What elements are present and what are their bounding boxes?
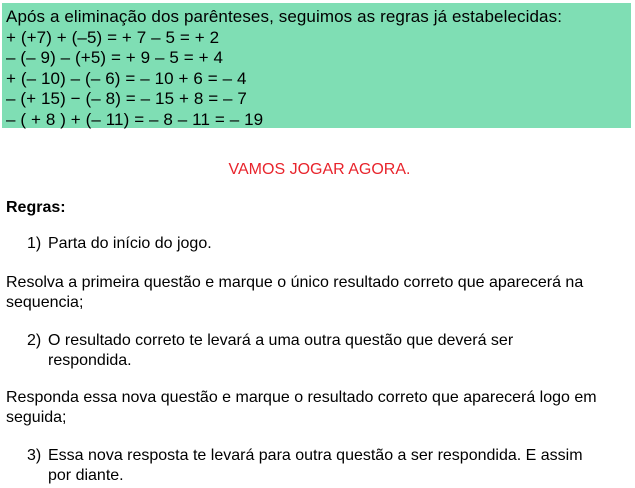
example-line: – (– 9) – (+5) = + 9 – 5 = + 4: [6, 48, 224, 67]
rule-item-1: [27, 234, 607, 254]
example-line: + (– 10) – (– 6) = – 10 + 6 = – 4: [6, 68, 247, 88]
example-line: – ( + 8 ) + (– 11) = – 8 – 11 = – 19: [6, 109, 264, 129]
examples-box: [2, 3, 631, 128]
rule-text: Parta do início do jogo.: [48, 235, 212, 252]
rule-text: Essa nova resposta te levará para outra questão a ser respondida. E assim por diante.: [48, 447, 583, 484]
rule-item-3: [27, 446, 607, 486]
rule-text: O resultado correto te levará a uma outra questão que deverá ser respondida.: [48, 332, 514, 369]
rule-paragraph-2: Responda essa nova questão e marque o resultado correto que aparecerá logo em seguida;: [6, 389, 597, 426]
rule-paragraph-1: Resolva a primeira questão e marque o único resultado correto que aparecerá na sequencia;: [6, 274, 584, 311]
rule-number: 3): [27, 447, 42, 464]
rule-item-2: [27, 331, 607, 371]
rule-number: 2): [27, 332, 42, 349]
game-title: VAMOS JOGAR AGORA.: [228, 161, 411, 178]
rules-heading: Regras:: [6, 199, 66, 216]
example-line: – (+ 15) − (– 8) = – 15 + 8 = – 7: [6, 89, 247, 108]
rule-number: 1): [27, 235, 42, 252]
examples-intro: Após a eliminação dos parênteses, seguimos as regras já estabelecidas:: [6, 7, 563, 26]
example-line: + (+7) + (–5) = + 7 – 5 = + 2: [6, 27, 220, 47]
